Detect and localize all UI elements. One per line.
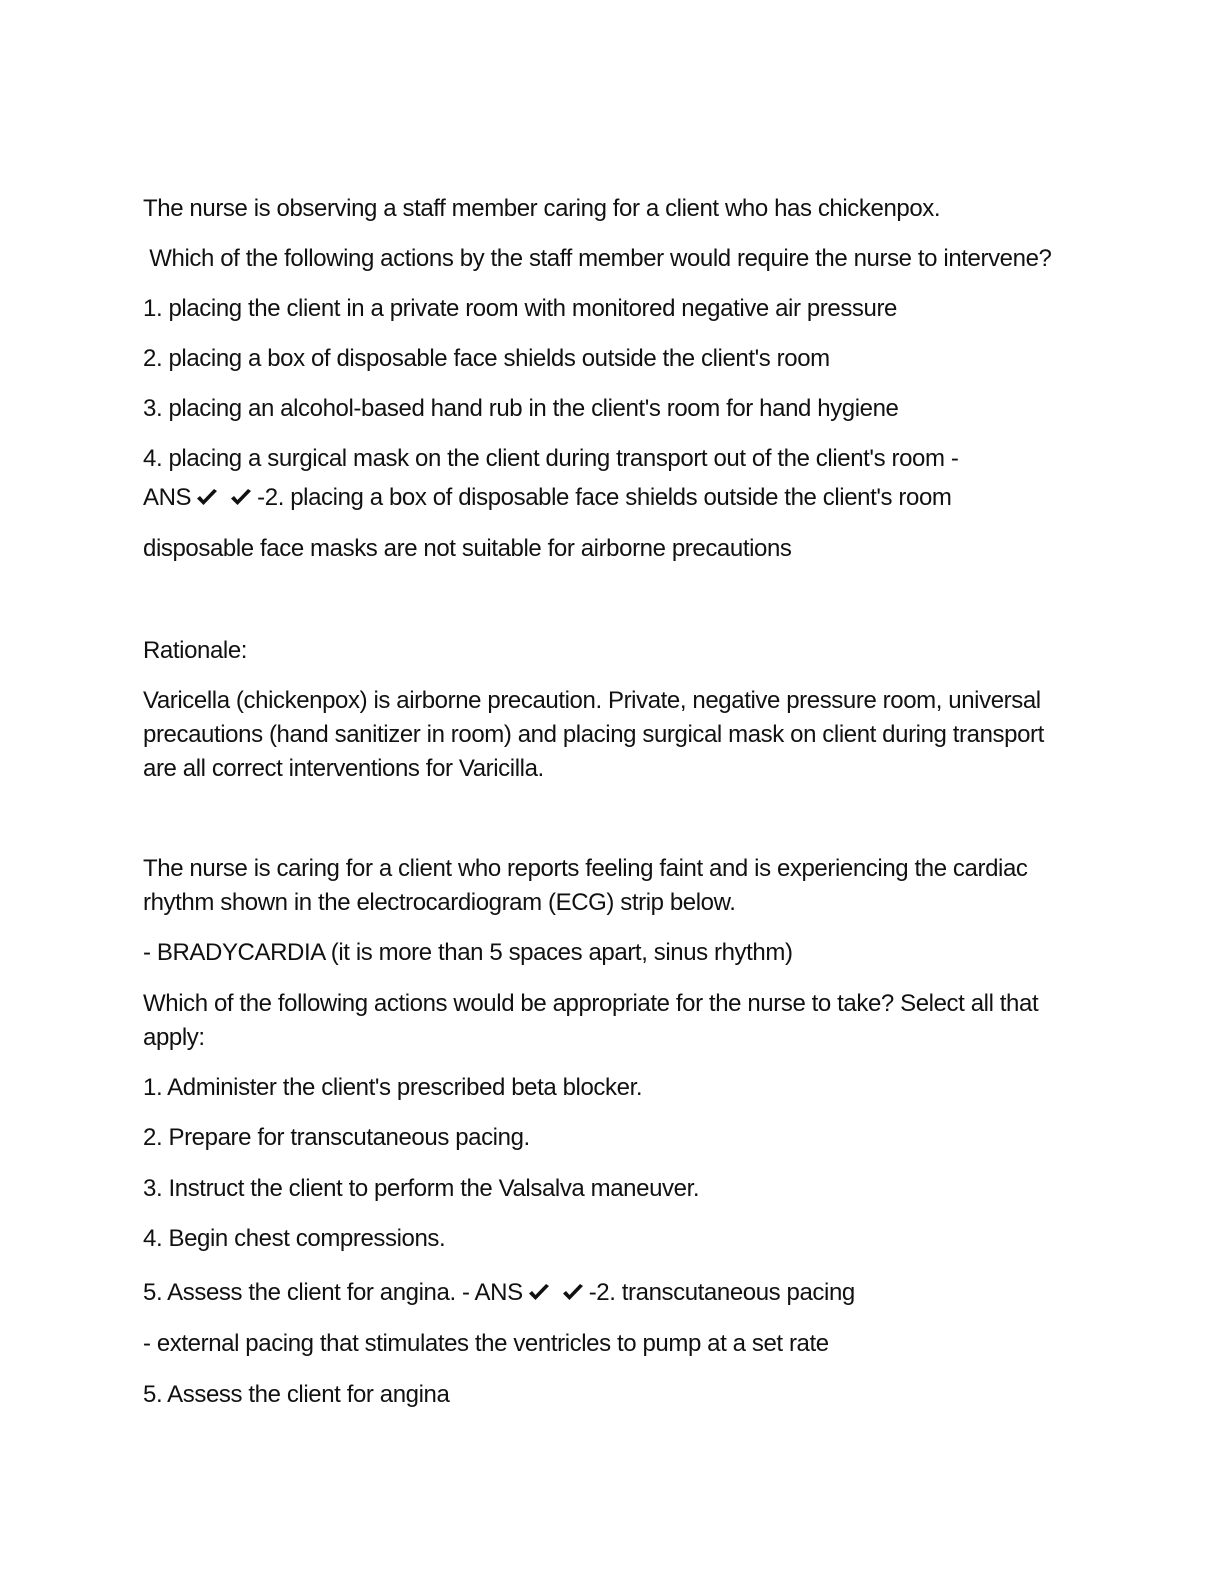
q2-stem: The nurse is caring for a client who reports feeling faint and is experiencing the cardiac rhythm shown in the electrocardiogram (ECG) strip below. [143, 855, 1028, 916]
q1-note: disposable face masks are not suitable for airborne precautions [143, 535, 792, 562]
q1-option-1: 1. placing the client in a private room with monitored negative air pressure [143, 295, 898, 322]
q1-rationale-body: Varicella (chickenpox) is airborne precaution. Private, negative pressure room, universal precautions (hand sanitizer in room) and placing surgical mask on client during transport are all correct interventions for Varicilla. [143, 687, 1044, 782]
q2-answer-text: -2. transcutaneous pacing [588, 1279, 855, 1306]
q2-answer-line [143, 1276, 855, 1310]
heavy-check-mark-icon [229, 488, 253, 508]
q1-option-4: 4. placing a surgical mask on the client during transport out of the client's room - [143, 445, 959, 472]
q1-option-2: 2. placing a box of disposable face shields outside the client's room [143, 345, 830, 372]
q1-rationale-heading: Rationale: [143, 637, 248, 664]
q2-question: Which of the following actions would be appropriate for the nurse to take? Select all that apply: [143, 990, 1039, 1051]
q2-option-3: 3. Instruct the client to perform the Valsalva maneuver. [143, 1175, 700, 1202]
q1-question: Which of the following actions by the staff member would require the nurse to intervene? [143, 245, 1052, 272]
q2-option-1: 1. Administer the client's prescribed beta blocker. [143, 1074, 643, 1101]
q2-rhythm-note: - BRADYCARDIA (it is more than 5 spaces apart, sinus rhythm) [143, 939, 793, 966]
q2-final-answer: 5. Assess the client for angina [143, 1381, 450, 1408]
q1-stem: The nurse is observing a staff member caring for a client who has chickenpox. [143, 195, 941, 222]
q2-option-5-prefix: 5. Assess the client for angina. - ANS [143, 1279, 523, 1306]
heavy-check-mark-icon [195, 488, 219, 508]
q2-explanation: - external pacing that stimulates the ventricles to pump at a set rate [143, 1330, 829, 1357]
q1-answer-prefix: ANS [143, 484, 192, 511]
q2-option-2: 2. Prepare for transcutaneous pacing. [143, 1124, 530, 1151]
q1-answer-text: -2. placing a box of disposable face shields outside the client's room [257, 484, 952, 511]
q1-answer-line [143, 481, 952, 515]
heavy-check-mark-icon [527, 1283, 551, 1303]
q1-option-3: 3. placing an alcohol-based hand rub in the client's room for hand hygiene [143, 395, 899, 422]
heavy-check-mark-icon [561, 1283, 585, 1303]
q2-option-4: 4. Begin chest compressions. [143, 1225, 446, 1252]
